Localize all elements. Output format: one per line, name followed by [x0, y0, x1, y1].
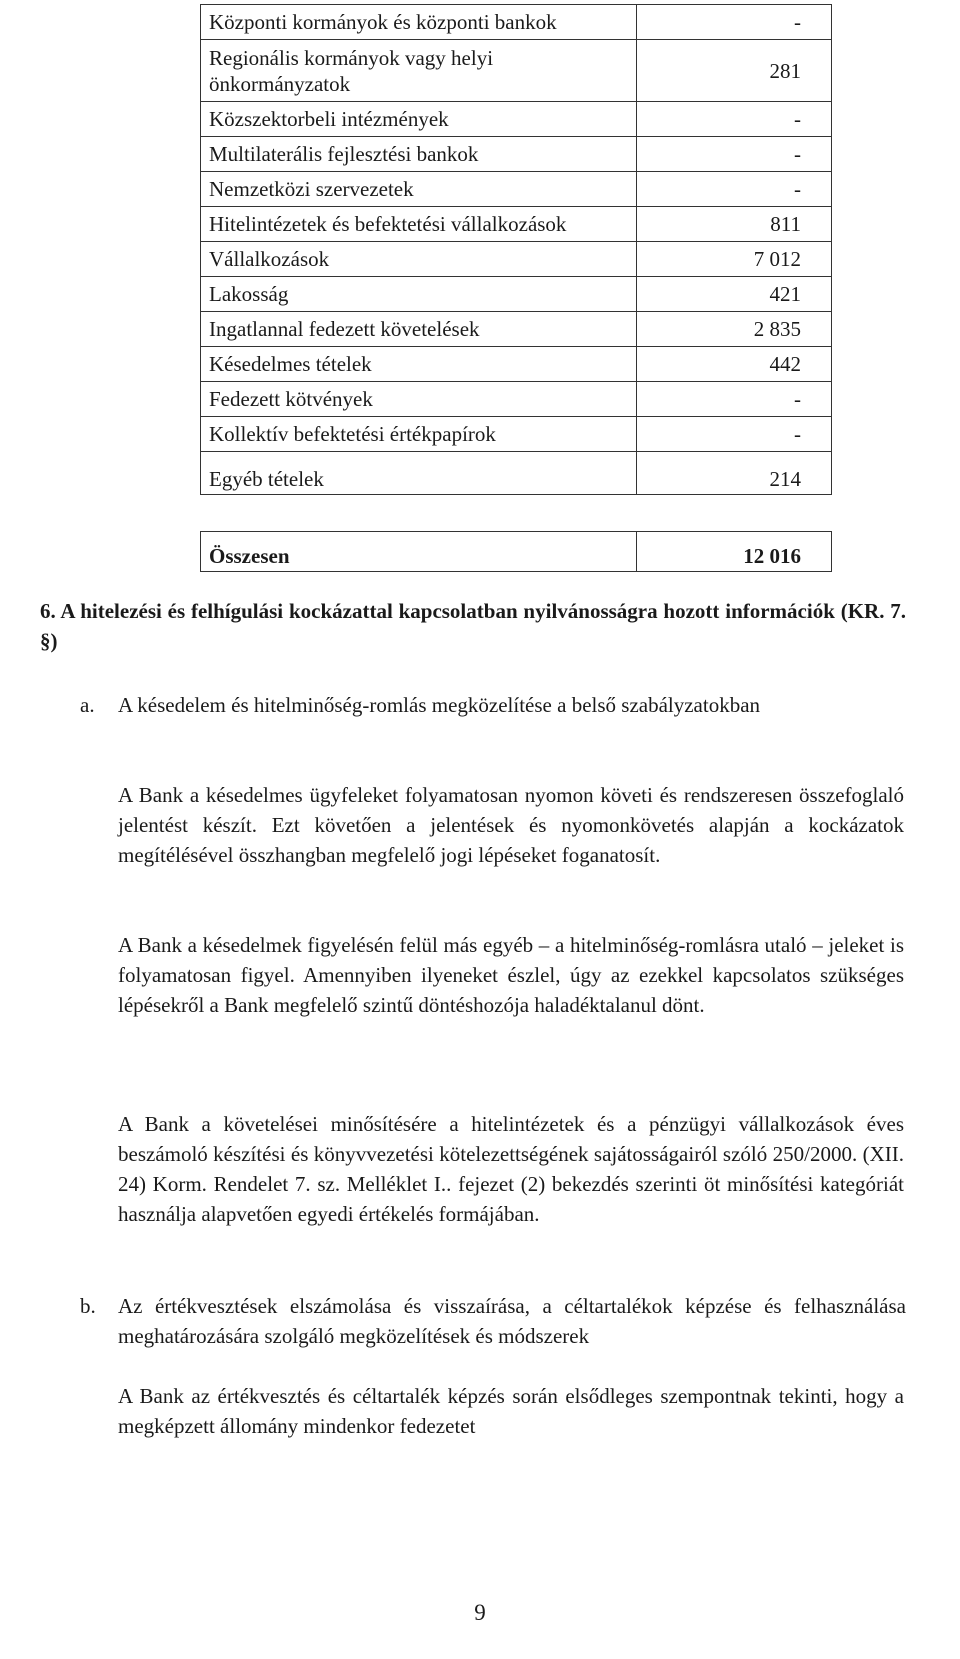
table-row: [201, 347, 832, 382]
total-label: Összesen: [201, 532, 637, 572]
row-label: Hitelintézetek és befektetési vállalkozások: [201, 207, 637, 242]
table-row: [201, 312, 832, 347]
subsection-title: Az értékvesztések elszámolása és visszaírása, a céltartalékok képzése és felhasználása meghatározására szolgáló megközelítések és módszerek: [118, 1294, 906, 1348]
row-label: Közszektorbeli intézmények: [201, 102, 637, 137]
total-value: 12 016: [637, 532, 832, 572]
paragraph: A Bank a követelései minősítésére a hitelintézetek és a pénzügyi vállalkozások éves beszámoló készítési és könyvvezetési kötelezettségének sajátosságairól szóló 250/2000. (XII. 24) Korm. Rendelet 7. sz. Melléklet I.. fejezet (2) bekezdés szerinti öt minősítési kategóriát használja alapvetően egyedi értékelés formájában.: [118, 1112, 904, 1226]
subsection-b-title: [80, 1291, 906, 1351]
row-value: -: [637, 102, 832, 137]
row-label: Ingatlannal fedezett követelések: [201, 312, 637, 347]
table-row: [201, 277, 832, 312]
subsection-mark: a.: [80, 693, 95, 717]
table-row: [201, 102, 832, 137]
table-row: [201, 137, 832, 172]
row-label: Nemzetközi szervezetek: [201, 172, 637, 207]
row-value: 214: [637, 452, 832, 495]
row-label: Vállalkozások: [201, 242, 637, 277]
paragraph: A Bank az értékvesztés és céltartalék képzés során elsődleges szempontnak tekinti, hogy a megképzett állomány mindenkor fedezetet: [118, 1384, 904, 1438]
row-value: 281: [637, 40, 832, 102]
table-row: [201, 172, 832, 207]
row-value: -: [637, 137, 832, 172]
row-value: -: [637, 5, 832, 40]
row-value: 811: [637, 207, 832, 242]
row-value: 421: [637, 277, 832, 312]
row-value: 7 012: [637, 242, 832, 277]
total-row: [201, 532, 832, 572]
row-value: -: [637, 417, 832, 452]
total-table: [200, 531, 832, 572]
subsection-mark: b.: [80, 1294, 96, 1318]
row-label: Egyéb tételek: [201, 452, 637, 495]
subsection-a-title: [80, 690, 906, 720]
row-value: -: [637, 172, 832, 207]
table-row: [201, 40, 832, 102]
row-value: -: [637, 382, 832, 417]
row-label: Multilaterális fejlesztési bankok: [201, 137, 637, 172]
row-label: Központi kormányok és központi bankok: [201, 5, 637, 40]
table-row: [201, 207, 832, 242]
paragraph: A Bank a késedelmek figyelésén felül más egyéb – a hitelminőség-romlásra utaló – jeleket is folyamatosan figyel. Amennyiben ilyeneket észlel, úgy az ezekkel kapcsolatos szükséges lépésekről a Bank megfelelő szintű döntéshozója haladéktalanul dönt.: [118, 933, 904, 1017]
section-heading: 6. A hitelezési és felhígulási kockázattal kapcsolatban nyilvánosságra hozott információk (KR. 7. §): [40, 599, 906, 653]
row-label: Késedelmes tételek: [201, 347, 637, 382]
row-label: Kollektív befektetési értékpapírok: [201, 417, 637, 452]
row-label: Regionális kormányok vagy helyi önkormányzatok: [201, 40, 637, 102]
subsection-title: A késedelem és hitelminőség-romlás megközelítése a belső szabályzatokban: [118, 693, 761, 717]
row-value: 442: [637, 347, 832, 382]
table-row: [201, 382, 832, 417]
row-value: 2 835: [637, 312, 832, 347]
table-row: [201, 242, 832, 277]
row-label: Fedezett kötvények: [201, 382, 637, 417]
table-row: [201, 452, 832, 495]
row-label: Lakosság: [201, 277, 637, 312]
paragraph: A Bank a késedelmes ügyfeleket folyamatosan nyomon követi és rendszeresen összefoglaló jelentést készít. Ezt követően a jelentések és nyomonkövetés alapján a kockázatok megítélésével összhangban megfelelő jogi lépéseket foganatosít.: [118, 783, 904, 867]
page-number: 9: [474, 1600, 486, 1625]
table-row: [201, 417, 832, 452]
table-row: [201, 5, 832, 40]
exposure-table: [200, 4, 832, 495]
